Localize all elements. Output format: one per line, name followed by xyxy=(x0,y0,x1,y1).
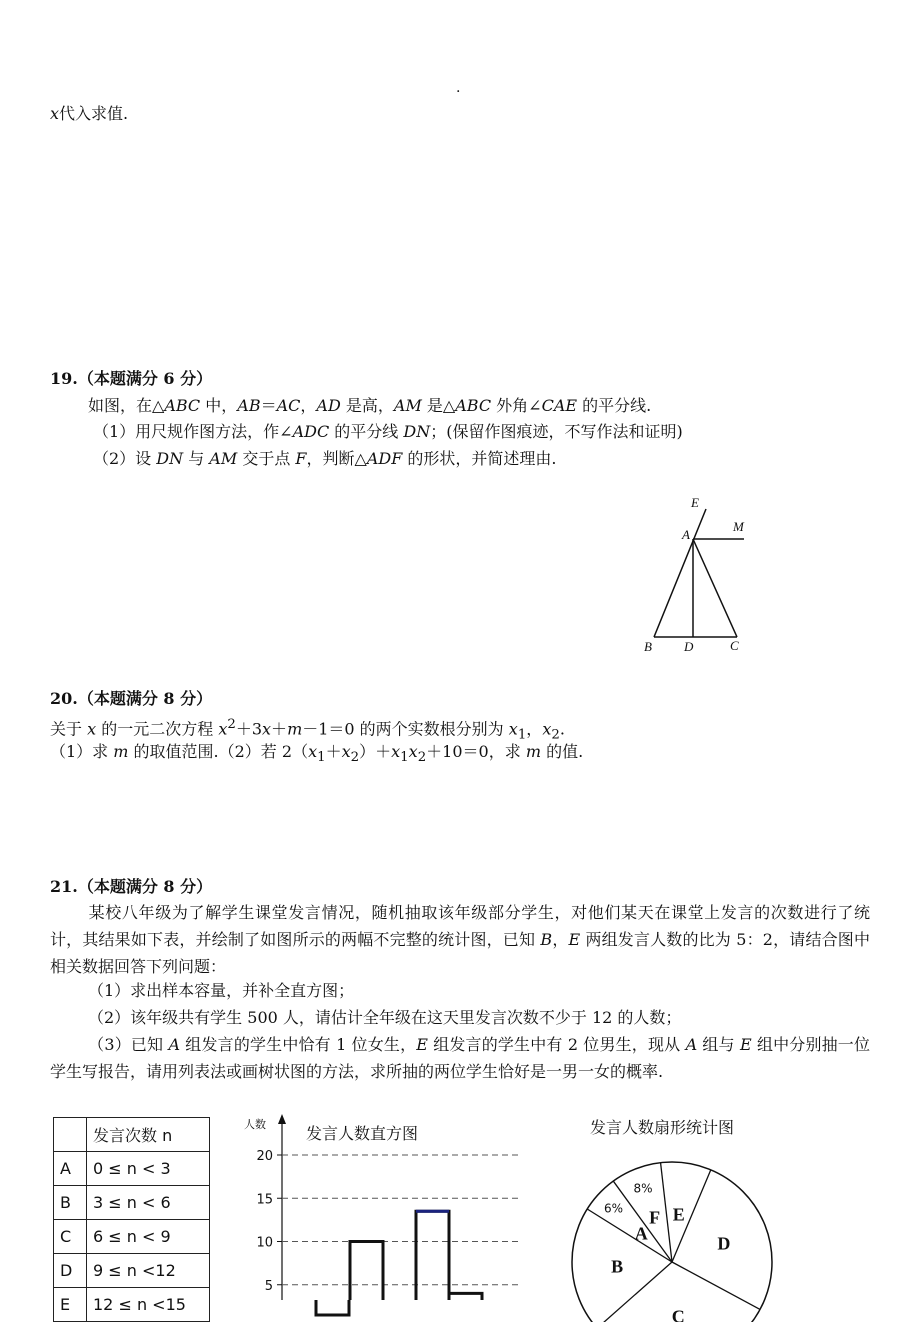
pie-slice-label: E xyxy=(672,1204,685,1225)
pie-title: 发言人数扇形统计图 xyxy=(590,1118,735,1137)
table-cell: 3 ≤ n < 6 xyxy=(87,1186,210,1220)
table-cell: 9 ≤ n <12 xyxy=(87,1254,210,1288)
pie-slice-label: B xyxy=(611,1256,624,1277)
pie-slice-edge xyxy=(672,1262,760,1309)
q21-part-3: （3）已知 A 组发言的学生中恰有 1 位女生，E 组发言的学生中有 2 位男生，现从 A 组与 E 组中分别抽一位学生写报告，请用列表法或画树状图的方法，求所抽的两位学生恰好是一男一女的概率. xyxy=(50,1035,870,1081)
table-cell: E xyxy=(54,1288,87,1322)
histogram-ylabel: 人数 xyxy=(244,1118,266,1131)
bar-B xyxy=(350,1242,383,1301)
label-a: A xyxy=(682,527,690,542)
histogram-title: 发言人数直方图 xyxy=(306,1124,419,1143)
table-cell: 0 ≤ n < 3 xyxy=(87,1152,210,1186)
q21-part-1: （1）求出样本容量，并补全直方图； xyxy=(88,981,355,1000)
pie-circle xyxy=(572,1162,772,1322)
table-header-cell: 发言次数 n xyxy=(87,1118,210,1152)
histogram-chart xyxy=(244,1114,522,1315)
segment-ac xyxy=(693,539,737,637)
table-cell: A xyxy=(54,1152,87,1186)
y-tick-label: 5 xyxy=(264,1278,273,1294)
q20-title: 20.（本题满分 8 分） xyxy=(50,689,213,708)
q20-stem: 关于 x 的一元二次方程 $x^2+3x+m-1=0$ 的两个实数根分别为 $x_1$，$x_2$. xyxy=(50,717,565,743)
pie-slice-edge xyxy=(661,1163,672,1262)
q20-parts: （1）求 m 的取值范围.（2）若 $2(x_1+x_2)+x_1x_2+10=0$，求 m 的值. xyxy=(50,742,584,766)
table-cell: C xyxy=(54,1220,87,1254)
table-cell: D xyxy=(54,1254,87,1288)
bar-A xyxy=(316,1300,349,1315)
y-axis-arrow-icon xyxy=(278,1114,286,1124)
pie-slice-percent: 8% xyxy=(633,1181,653,1196)
pie-slice-label: F xyxy=(649,1207,661,1228)
page-header-dot: . xyxy=(456,80,461,96)
label-b: B xyxy=(644,639,652,654)
q19-title: 19.（本题满分 6 分） xyxy=(50,369,213,388)
pie-slice-label: D xyxy=(717,1233,731,1254)
pie-slice-edge xyxy=(597,1262,672,1322)
q19-part-1: （1）用尺规作图方法，作∠ADC 的平分线 DN；(保留作图痕迹，不写作法和证明) xyxy=(93,422,683,441)
y-tick-label: 10 xyxy=(256,1235,273,1251)
q21-title: 21.（本题满分 8 分） xyxy=(50,877,213,896)
q18-tail-line: x代入求值. xyxy=(50,104,129,123)
q19-stem: 如图，在△ABC 中，AB＝AC，AD 是高，AM 是△ABC 外角∠CAE 的平分线. xyxy=(88,396,652,415)
bar-D xyxy=(416,1211,449,1300)
label-d: D xyxy=(684,639,694,654)
y-tick-label: 20 xyxy=(256,1149,273,1164)
label-e: E xyxy=(691,495,699,510)
table-cell: B xyxy=(54,1186,87,1220)
pie-slice-percent: 6% xyxy=(603,1201,624,1216)
q21-intro: 某校八年级为了解学生课堂发言情况，随机抽取该年级部分学生，对他们某天在课堂上发言的次数进行了统计，其结果如下表，并绘制了如图所示的两幅不完整的统计图，已知 B，E 两组发言人数的比为 5：2，请结合图中相关数据回答下列问题： xyxy=(50,903,870,976)
pie-chart xyxy=(572,1118,772,1322)
pie-slice-label: A xyxy=(634,1223,648,1244)
label-m: M xyxy=(733,519,744,534)
segment-ba-extended xyxy=(654,509,706,637)
q19-part-2: （2）设 DN 与 AM 交于点 F，判断△ADF 的形状，并简述理由. xyxy=(93,449,557,468)
q21-part-2: （2）该年级共有学生 500 人，请估计全年级在这天里发言次数不少于 12 的人数； xyxy=(88,1008,682,1027)
pie-slice-label: C xyxy=(671,1306,685,1322)
table-cell: 6 ≤ n < 9 xyxy=(87,1220,210,1254)
triangle-figure xyxy=(654,509,744,637)
table-cell: 12 ≤ n <15 xyxy=(87,1288,210,1322)
label-c: C xyxy=(730,638,739,653)
y-tick-label: 15 xyxy=(256,1192,273,1208)
bar-E xyxy=(449,1293,482,1300)
